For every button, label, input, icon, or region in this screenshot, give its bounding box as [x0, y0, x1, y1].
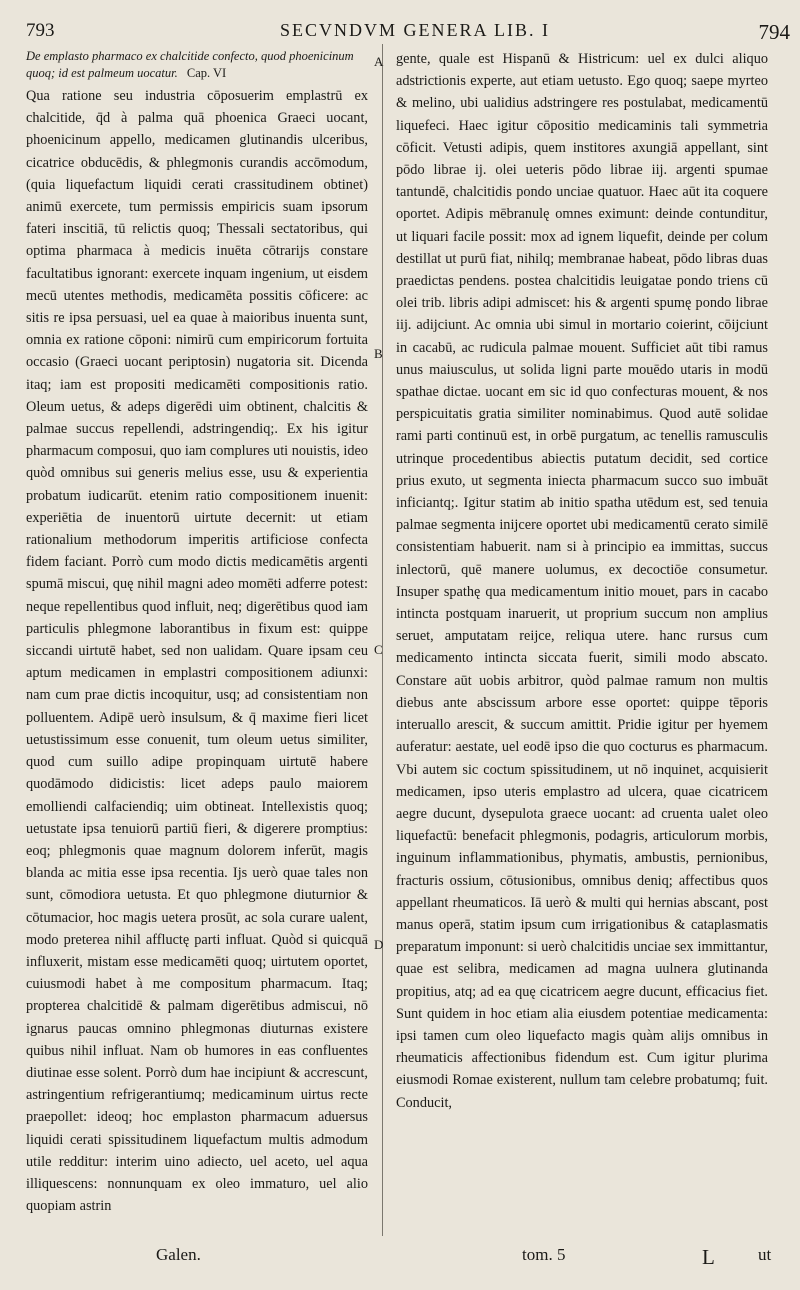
sheet-letter: L — [702, 1245, 715, 1269]
left-column — [26, 48, 368, 1217]
page-number-right: 794 — [758, 20, 790, 44]
page-number-left: 793 — [26, 20, 55, 41]
right-column — [396, 48, 768, 1114]
right-column-text: gente, quale est Hispanū & Histricum: uel ex dulci aliquo adstrictionis experte, aut etiam uetusto. Ego quoq; saepe myrteo & melino, ubi ualidius adstringere res postulabat, medicamentū liquefeci. Haec igitur cōpositio medicaminis tali symmetria cōficit. Vetusti adipis, quem institores axungiā appellant, sint pōdo librae ij. olei ueteris pōdo librae iij. argenti spumae tantundē, chalcitidis pondo unciae quatuor. Haec aūt ita coquere oportet. Adipis mēbranulę omnes eximunt: deinde contunditur, ut liquari facile possit: mox ad ignem liquefit, deinde per colum destillat ut purū fiat, nihilq; membranae habeat, pōdo libras duas praedictas pendens. postea chalcitidis leuigatae pondo triens cū olei trib. libris adipi admiscet: his & argenti spumę pondo librae iij. adijciunt. Ac omnia ubi simul in mortario coierint, cōijciunt in cacabū, ac rudicula palmae mouent. Sufficiet aūt tibi ramus unus maiusculus, ut solida ligni parte mouēdo utaris in modū spathae dictae. uocant em sic id quo confecturas mouent, & nos perspicuitatis gratia similiter nominabimus. Quod autē solidae rami parti continuū est, in orbē purgatum, ac tenellis ramusculis utrinque procedentibus abiectis putatum decidit, sed cortice prius exuto, ut segmenta iniecta pharmacum succo suo imbuāt inficiantq;. Igitur statim ab initio spatha utēdum est, sed tenuia palmae segmenta inijcere oportet ubi medicamentū cerato similē consistentiam habuerit. nam si à principio ea immittas, succus inlectorū, quē manere uolumus, ex decoctiōe consumetur. Insuper spathę qua medicamentum initio mouet, pars in cacabo intincta postquam inaruerit, ut proprium succum non amplius seruet, amputatam reijce, reliqua utere. hanc rursus cum medicamento intincta siccata fuerit, simili modo abscato. Constare aūt uobis arbitror, quòd palmae ramum non multis diebus ante abscissum arbore esse oportet: quippe tēporis interuallo arescit, & succum amittit. Pridie igitur per hyemem auferatur: aestate, uel eodē ipso die quo cocturus es pharmacum. Vbi autem sic coctum spissitudinem, ut nō inquinet, acquisierit medicamen, ipso uteris emplastro ad ulcera, quae cicatricem aegre ducunt, dysepulota graece uocant: ad cruenta ualet oleo liquefactū: benefacit phlegmonis, podagris, articulorum morbis, inguinum inflammationibus, phymatis, ambustis, pernionibus, fracturis ossium, cōtusionibus, omnibus deniq; affectibus quos appellant rheumaticos. Iā uerò & multi qui hernias abscant, post manus operā, statim ipsum cum irrigationibus & cataplasmatis preparatum imponunt: si uerò chalcitidis unciae sex immittantur, quae est selibra, medicamen ad magna uulnera glutinanda propitius, atq; ad ea quę cicatricem aegre ducunt, efficacius fiet. Sunt quidem in hoc etiam alia eiusdem potentiae medicamenta: ipsi tamen cum oleo liquefacto magis quàm alijs omnibus in rheumaticis affectionibus fidendum est. Cum igitur plurima eiusmodi Romae existerent, nullum tam celebre probatumq; fuit. Conducit, — [396, 51, 768, 1111]
margin-marker-a: A — [374, 54, 384, 69]
signature-mark: Galen. — [156, 1245, 201, 1264]
margin-marker-c: C — [374, 642, 383, 657]
margin-marker-d: D — [374, 937, 384, 952]
running-head: SECVNDVM GENERA LIB. I — [279, 20, 550, 40]
column-divider — [382, 44, 383, 1236]
left-column-text: Qua ratione seu industria cōposuerim emplastrū ex chalcitide, q̄d à palma quā phoenica Graeci uocant, phoenicinum appello, medicamen glutinandis ulceribus, cicatrice obducēdis, & phlegmonis curandis accōmodum, (quia liquefactum liquidi cerati crassitudinem obtinet) animū exercete, tum permissis empiricis suam ipsorum fateri inscitiā, tū relictis quoq; Thessali sectatoribus, qui optima pharmaca à medicis inuēta cōtrarijs constare facultatibus ignorant: exercete inquam ingenium, ut eisdem mecū utentes methodis, medicamēta possitis cōficere: ac sitis re ipsa persuasi, uel ea quae à maioribus inuenta sunt, omnia ex ratione cōponi: nimirū cum empiricorum fortuita occasio (Graeci uocant periptosin) nugatoria sit. Dicenda itaq; iam est propositi medicamēti compositionis ratio. Oleum uetus, & adeps digerēdi uim obtinent, chalcitis & palmae succus repellendi, adstringendiq;. Ex his igitur pharmacum composui, quo iam complures uti nouistis, ideo quòd omnibus sui generis melius esse, usu & experientia probatum iudicarūt. etenim ratio compositionem inuenit: experiētia de inuentorū uirtute decernit: ut etiam rationalium methodorum imperitis artificiose confecta fidem faciant. Porrò cum modo dictis medicamētis argenti spumā miscui, quę nihil magni adeo momēti adferre potest: neque repellentibus quod influit, neq; digerētibus quod iam particulis phlegmone laborantibus in fixum est: quippe siccandi uirtutē habet, sed non ualidam. Quare ipsam ceu aptum medicamen in emplastri compositionem adiunxi: nam cum prae dictis incoquitur, usq; ad consistentiam non polluentem. Adipē uerò insulsum, & q̄ maxime fieri licet uetustissimum esse conuenit, tum oleum uetus similiter, quod cum suillo adipe propinquam uirtutē habere quodāmodo didicistis: licet adeps paulo maiorem emolliendi calfaciendiq; uim obtineat. Intellexistis quoq; uetustate ipsa tenuiorū partiū fieri, & digerere promptius: eoq; phlegmonis quae magnum dolorem inferūt, magis blanda ac mitia esse ipsa recentia. Ijs uerò quae tales non sunt, cōmodiora uetusta. Et quo phlegmone diuturnior & cōtumacior, hoc magis uetera prosūt, ac sola curare ualent, modo preterea nihil affluctę parti influat. Quòd si quicquā influxerit, mistam esse medicamēti quoq; uirtutem oportet, cuiusmodi habet à me compositum pharmacum. Itaq; propterea chalcitidē & palmam digerētibus admiscui, nō ignarus paucas omnino phlegmonas diuturnas existere quibus nihil influat. Nam ob humores in eas confluentes diutinae esse solent. Porrò dum hae incipiunt & accrescunt, astringentium refrigerantiumq; medicaminum uirtus recte praepollet: ideoq; hoc emplaston pharmacum aduersus liquidi cerati spissitudinem liquefactum multis admodum utile redditur: interim uino adiecto, uel aceto, uel aqua illiquescens: nonnunquam ex oleo immaturo, uel alio quopiam astrin — [26, 88, 368, 1215]
margin-marker-b: B — [374, 346, 383, 361]
volume-mark: tom. 5 — [522, 1245, 566, 1264]
chapter-number: Cap. VI — [186, 65, 227, 80]
caption-text: De emplasto pharmaco ex chalcitide confecto, quod phoenicinum quoq; id est palmeum uocatur. — [26, 49, 354, 80]
chapter-caption — [26, 48, 368, 81]
catchword: ut — [758, 1245, 772, 1264]
